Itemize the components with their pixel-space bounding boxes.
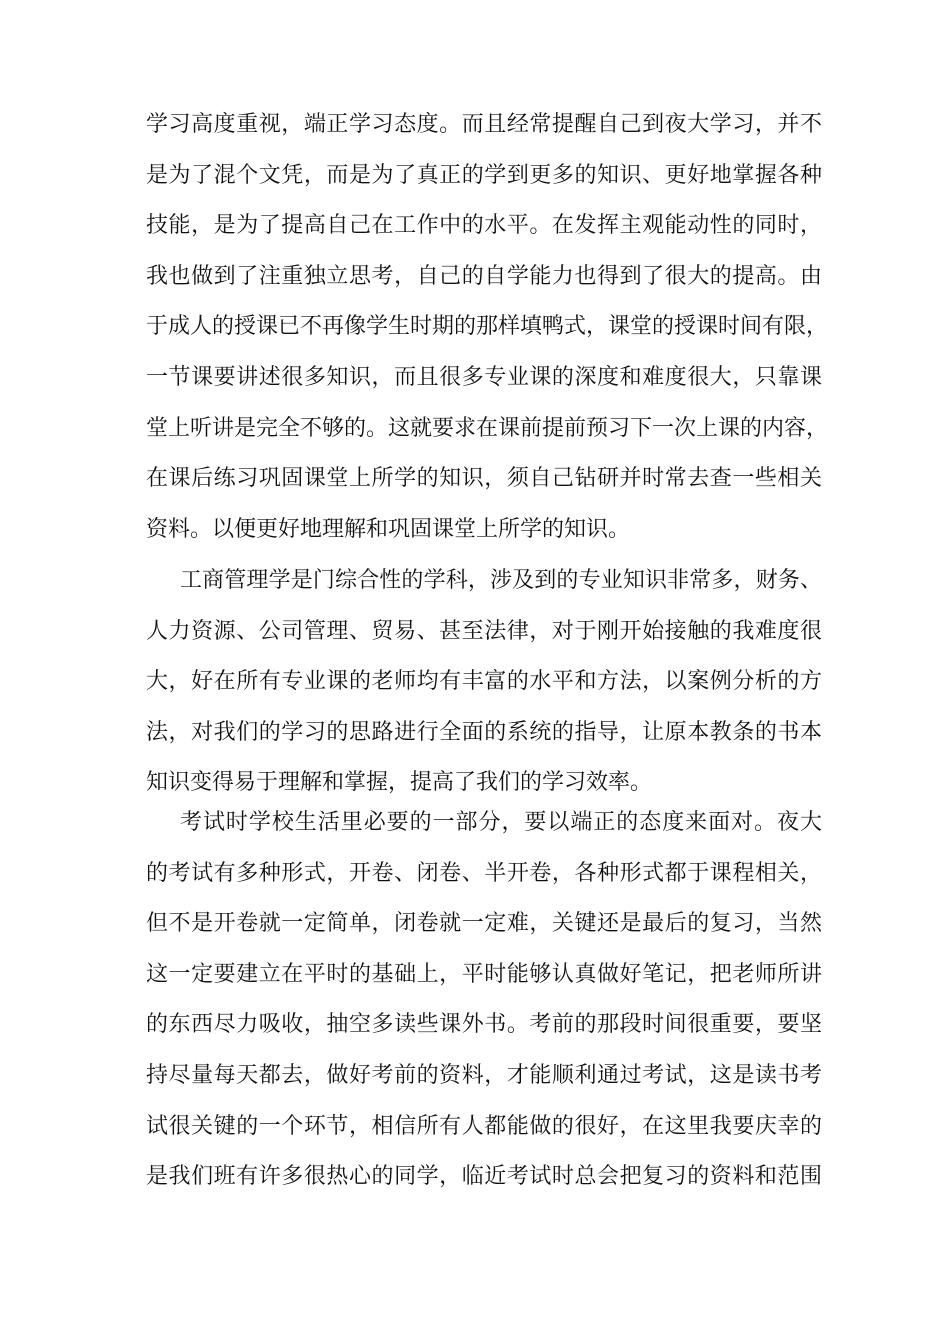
text-line: 知识变得易于理解和掌握，提高了我们的学习效率。 [146, 770, 653, 796]
text-line: 但不是开卷就一定简单，闭卷就一定难，关键还是最后的复习，当然 [146, 911, 822, 937]
paragraph-exams [146, 798, 822, 1203]
text-line: 法，对我们的学习的思路进行全面的系统的指导，让原本教条的书本 [146, 719, 822, 745]
text-line: 人力资源、公司管理、贸易、甚至法律，对于刚开始接触的我难度很 [146, 618, 822, 644]
text-line: 这一定要建立在平时的基础上，平时能够认真做好笔记，把老师所讲 [146, 961, 822, 987]
text-line: 在课后练习巩固课堂上所学的知识，须自己钻研并时常去查一些相关 [146, 466, 822, 492]
text-line: 持尽量每天都去，做好考前的资料，才能顺利通过考试，这是读书考 [146, 1062, 822, 1088]
text-line: 资料。以便更好地理解和巩固课堂上所学的知识。 [146, 516, 631, 542]
text-line: 是我们班有许多很热心的同学，临近考试时总会把复习的资料和范围 [146, 1164, 822, 1190]
paragraph-business-management [146, 556, 822, 809]
text-line: 试很关键的一个环节，相信所有人都能做的很好，在这里我要庆幸的 [146, 1113, 822, 1139]
text-line: 大，好在所有专业课的老师均有丰富的水平和方法，以案例分析的方 [146, 669, 822, 695]
text-line: 学习高度重视，端正学习态度。而且经常提醒自己到夜大学习，并不 [146, 112, 822, 137]
text-line: 的考试有多种形式，开卷、闭卷、半开卷，各种形式都于课程相关， [146, 860, 822, 886]
text-line: 堂上听讲是完全不够的。这就要求在课前提前预习下一次上课的内容， [146, 415, 829, 441]
text-line: 工商管理学是门综合性的学科，涉及到的专业知识非常多，财务、 [180, 568, 822, 593]
text-line: 是为了混个文凭，而是为了真正的学到更多的知识、更好地掌握各种 [146, 162, 822, 188]
text-line: 的东西尽力吸收，抽空多读些课外书。考前的那段时间很重要，要坚 [146, 1012, 822, 1038]
text-line: 于成人的授课已不再像学生时期的那样填鸭式，课堂的授课时间有限， [146, 314, 829, 340]
text-line: 一节课要讲述很多知识，而且很多专业课的深度和难度很大，只靠课 [146, 364, 822, 390]
text-line: 我也做到了注重独立思考，自己的自学能力也得到了很大的提高。由 [146, 263, 822, 289]
paragraph-study-attitude [146, 100, 829, 555]
text-line: 技能，是为了提高自己在工作中的水平。在发挥主观能动性的同时， [146, 213, 822, 239]
text-line: 考试时学校生活里必要的一部分，要以端正的态度来面对。夜大 [180, 810, 822, 835]
